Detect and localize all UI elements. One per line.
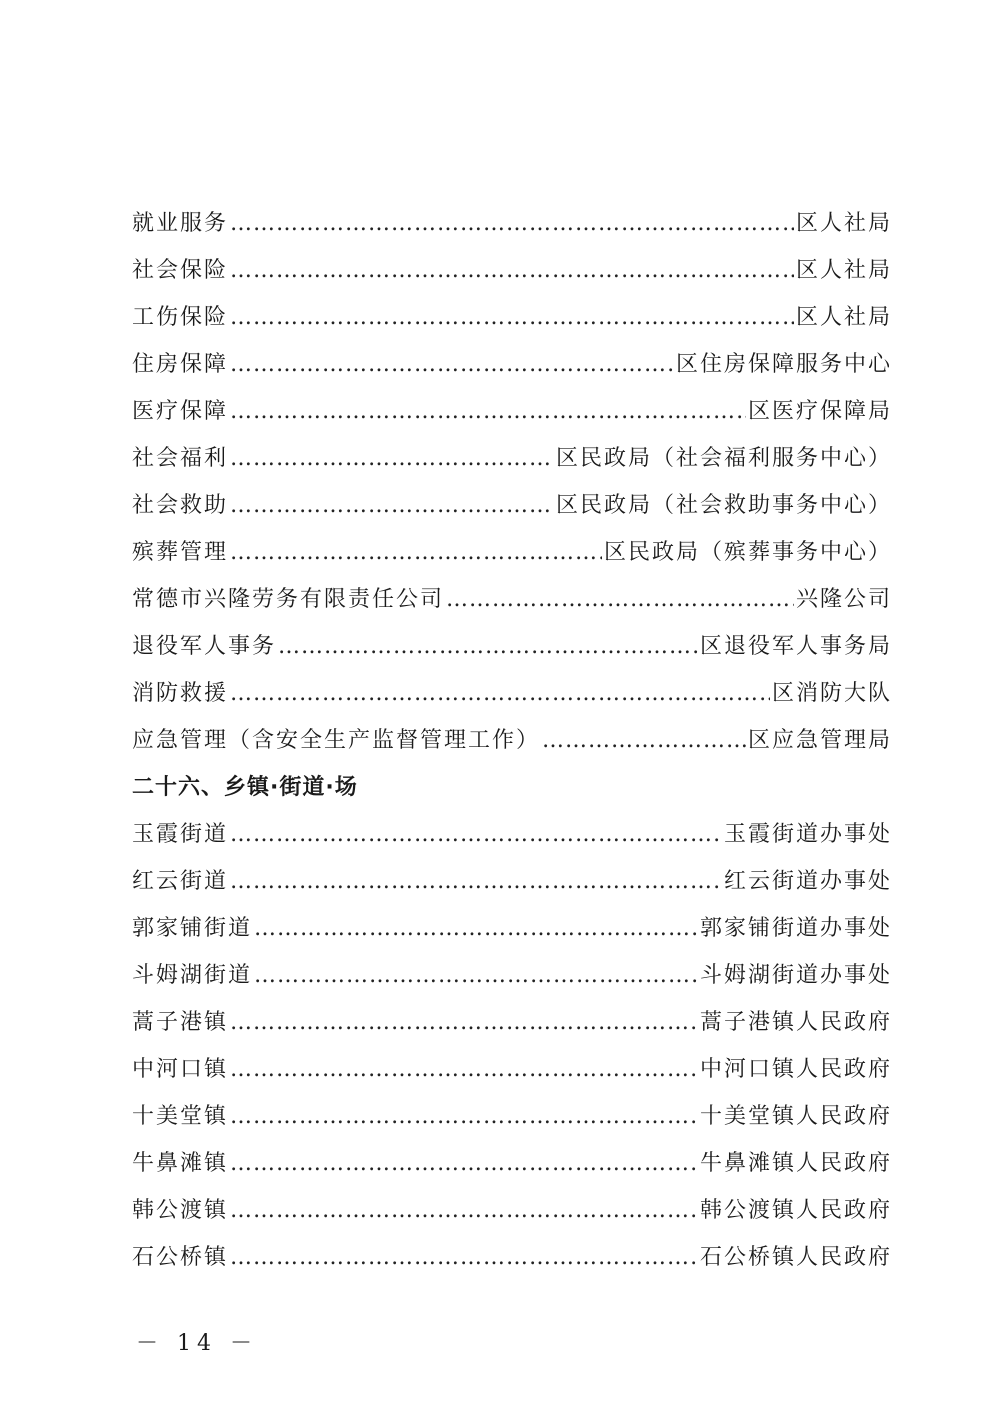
- entry-name: 中河口镇: [132, 1057, 229, 1082]
- dot-leader: [230, 247, 794, 294]
- entry-owner: 区消防大队: [771, 681, 892, 706]
- entry-owner: 区人社局: [795, 258, 892, 283]
- entry-owner: 区人社局: [795, 211, 892, 236]
- entry-name: 蒿子港镇: [132, 1010, 229, 1035]
- entry-name: 消防救援: [132, 681, 229, 706]
- dot-leader: [230, 341, 674, 388]
- entry-name: 医疗保障: [132, 399, 229, 424]
- dot-leader: [230, 670, 770, 717]
- list-entry: [132, 388, 892, 435]
- entry-name: 牛鼻滩镇: [132, 1151, 229, 1176]
- list-entry: [132, 623, 892, 670]
- responsibility-list: [132, 200, 892, 1281]
- entry-name: 退役军人事务: [132, 634, 277, 659]
- entries-group-a: [132, 200, 892, 764]
- entry-name: 社会福利: [132, 446, 229, 471]
- list-entry: [132, 1234, 892, 1281]
- entry-owner: 十美堂镇人民政府: [699, 1104, 892, 1129]
- entries-group-b: [132, 811, 892, 1281]
- list-entry: [132, 811, 892, 858]
- dot-leader: [254, 952, 698, 999]
- entry-owner: 区民政局（社会救助事务中心）: [555, 493, 892, 518]
- dot-leader: [230, 388, 746, 435]
- list-entry: [132, 1093, 892, 1140]
- list-entry: [132, 952, 892, 999]
- dot-leader: [230, 811, 722, 858]
- list-entry: [132, 435, 892, 482]
- list-entry: [132, 341, 892, 388]
- entry-owner: 斗姆湖街道办事处: [699, 963, 892, 988]
- entry-owner: 蒿子港镇人民政府: [699, 1010, 892, 1035]
- entry-name: 就业服务: [132, 211, 229, 236]
- dot-leader: [230, 1187, 698, 1234]
- dot-leader: [230, 999, 698, 1046]
- entry-name: 住房保障: [132, 352, 229, 377]
- list-entry: [132, 670, 892, 717]
- entry-name: 应急管理（含安全生产监督管理工作）: [132, 728, 541, 753]
- list-entry: [132, 905, 892, 952]
- entry-name: 郭家铺街道: [132, 916, 253, 941]
- entry-name: 殡葬管理: [132, 540, 229, 565]
- dot-leader: [230, 435, 554, 482]
- list-entry: [132, 1046, 892, 1093]
- entry-owner: 石公桥镇人民政府: [699, 1245, 892, 1270]
- entry-owner: 牛鼻滩镇人民政府: [699, 1151, 892, 1176]
- entry-name: 社会保险: [132, 258, 229, 283]
- dot-leader: [254, 905, 698, 952]
- entry-owner: 中河口镇人民政府: [699, 1057, 892, 1082]
- list-entry: [132, 999, 892, 1046]
- dot-leader: [230, 1046, 698, 1093]
- list-entry: [132, 247, 892, 294]
- section-heading: 二十六、乡镇·街道·场: [132, 775, 358, 800]
- entry-name: 社会救助: [132, 493, 229, 518]
- dot-leader: [230, 200, 794, 247]
- entry-name: 石公桥镇: [132, 1245, 229, 1270]
- list-entry: [132, 1140, 892, 1187]
- entry-owner: 区民政局（社会福利服务中心）: [555, 446, 892, 471]
- entry-name: 玉霞街道: [132, 822, 229, 847]
- dot-leader: [230, 1140, 698, 1187]
- dot-leader: [230, 482, 554, 529]
- list-entry: [132, 576, 892, 623]
- entry-owner: 郭家铺街道办事处: [699, 916, 892, 941]
- entry-name: 斗姆湖街道: [132, 963, 253, 988]
- entry-owner: 区医疗保障局: [747, 399, 892, 424]
- entry-name: 韩公渡镇: [132, 1198, 229, 1223]
- dot-leader: [230, 1093, 698, 1140]
- entry-owner: 玉霞街道办事处: [723, 822, 892, 847]
- entry-owner: 区住房保障服务中心: [675, 352, 892, 377]
- entry-owner: 兴隆公司: [795, 587, 892, 612]
- list-entry: [132, 1187, 892, 1234]
- dot-leader: [278, 623, 698, 670]
- list-entry: [132, 858, 892, 905]
- dot-leader: [230, 858, 722, 905]
- list-entry: [132, 482, 892, 529]
- entry-owner: 区人社局: [795, 305, 892, 330]
- entry-name: 工伤保险: [132, 305, 229, 330]
- list-entry: [132, 294, 892, 341]
- entry-name: 十美堂镇: [132, 1104, 229, 1129]
- dot-leader: [230, 1234, 698, 1281]
- entry-name: 常德市兴隆劳务有限责任公司: [132, 587, 445, 612]
- list-entry: [132, 529, 892, 576]
- dot-leader: [542, 717, 746, 764]
- entry-owner: 区应急管理局: [747, 728, 892, 753]
- list-entry: [132, 717, 892, 764]
- entry-owner: 区民政局（殡葬事务中心）: [603, 540, 892, 565]
- list-entry: [132, 200, 892, 247]
- entry-name: 红云街道: [132, 869, 229, 894]
- entry-owner: 韩公渡镇人民政府: [699, 1198, 892, 1223]
- entry-owner: 红云街道办事处: [723, 869, 892, 894]
- dot-leader: [230, 294, 794, 341]
- dot-leader: [230, 529, 602, 576]
- entry-owner: 区退役军人事务局: [699, 634, 892, 659]
- page-number: － 14 －: [136, 1331, 258, 1356]
- dot-leader: [446, 576, 794, 623]
